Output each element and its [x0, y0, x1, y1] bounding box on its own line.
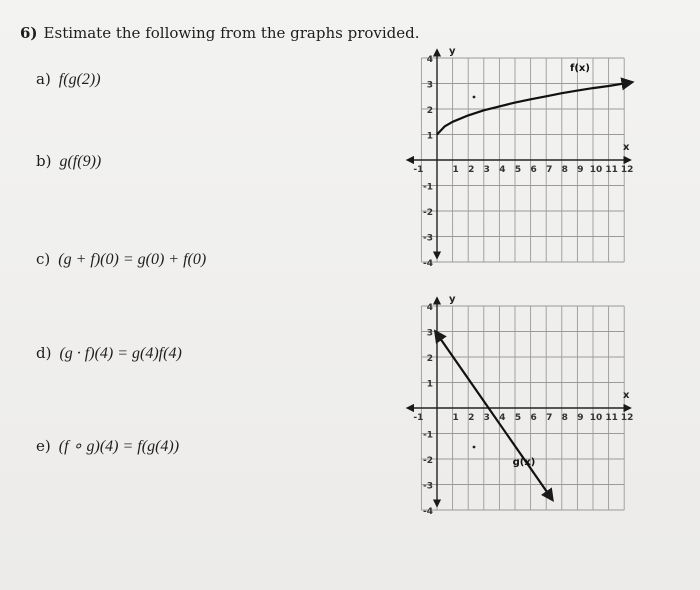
x-tick-label: 12 [620, 165, 634, 175]
y-tick-label: -3 [423, 481, 433, 492]
question-a [36, 70, 101, 89]
problem-number: 6) [20, 24, 38, 42]
y-tick-label: 4 [426, 55, 433, 65]
y-tick-label: 3 [426, 328, 433, 339]
question-label: e) [36, 437, 51, 455]
y-tick-label: -1 [423, 182, 433, 193]
question-expression: f(g(2)) [58, 71, 101, 88]
x-tick-label: 2 [468, 413, 475, 423]
y-tick-label: 2 [426, 106, 433, 116]
y-tick-label: 1 [426, 379, 433, 390]
problem-instruction: Estimate the following from the graphs provided. [43, 24, 420, 42]
x-tick-label: -1 [413, 165, 424, 175]
x-axis-label: x [622, 142, 630, 153]
x-tick-label: 3 [483, 165, 490, 175]
x-tick-label: 10 [589, 413, 603, 423]
question-expression: (f ∘ g)(4) = f(g(4)) [58, 438, 180, 455]
series-line-fx [437, 82, 632, 134]
question-label: d) [36, 344, 52, 362]
x-tick-label: 8 [561, 413, 568, 423]
x-tick-label: 9 [577, 165, 584, 175]
x-tick-label: 1 [452, 165, 459, 175]
curve-label: g(x) [512, 457, 536, 468]
question-label: a) [36, 70, 51, 88]
question-b [36, 152, 101, 171]
question-expression: g(f(9)) [59, 153, 102, 170]
question-e [36, 436, 179, 456]
x-tick-label: 3 [483, 413, 490, 423]
x-tick-label: 2 [468, 165, 475, 175]
y-tick-label: 2 [426, 354, 433, 364]
problem-header [20, 24, 420, 42]
x-tick-label: 4 [499, 165, 506, 175]
x-tick-label: 4 [499, 413, 506, 423]
y-tick-label: -2 [423, 456, 433, 466]
y-tick-label: 1 [426, 131, 433, 142]
y-tick-label: 4 [426, 303, 433, 313]
y-tick-label: -2 [423, 208, 433, 218]
stray-dot [473, 446, 476, 449]
question-d [36, 344, 182, 363]
question-c [36, 250, 206, 269]
x-tick-label: -1 [413, 413, 424, 423]
x-axis-label: x [622, 390, 630, 401]
graph-f [400, 38, 640, 268]
x-tick-label: 1 [452, 413, 459, 423]
y-tick-label: -1 [423, 430, 433, 441]
question-expression: (g · f)(4) = g(4)f(4) [59, 345, 182, 362]
x-tick-label: 5 [514, 165, 522, 175]
y-tick-label: -4 [423, 507, 433, 516]
question-label: c) [36, 250, 51, 268]
x-tick-label: 6 [530, 165, 537, 175]
x-tick-label: 10 [589, 165, 603, 175]
x-tick-label: 7 [546, 165, 553, 175]
curve-label: f(x) [570, 63, 590, 74]
question-label: b) [36, 152, 52, 170]
y-axis-label: y [449, 294, 456, 305]
x-tick-label: 12 [620, 413, 634, 423]
graph-g [400, 286, 640, 516]
y-axis-label: y [449, 46, 456, 57]
x-tick-label: 7 [546, 413, 553, 423]
y-tick-label: -3 [423, 233, 433, 244]
x-tick-label: 6 [530, 413, 537, 423]
stray-dot [473, 96, 476, 99]
x-tick-label: 8 [561, 165, 568, 175]
x-tick-label: 5 [514, 413, 522, 423]
y-tick-label: 3 [426, 80, 433, 91]
x-tick-label: 11 [605, 413, 618, 423]
x-tick-label: 9 [577, 413, 584, 423]
y-tick-label: -4 [423, 259, 433, 268]
x-tick-label: 11 [605, 165, 618, 175]
question-expression: (g + f)(0) = g(0) + f(0) [58, 251, 207, 268]
